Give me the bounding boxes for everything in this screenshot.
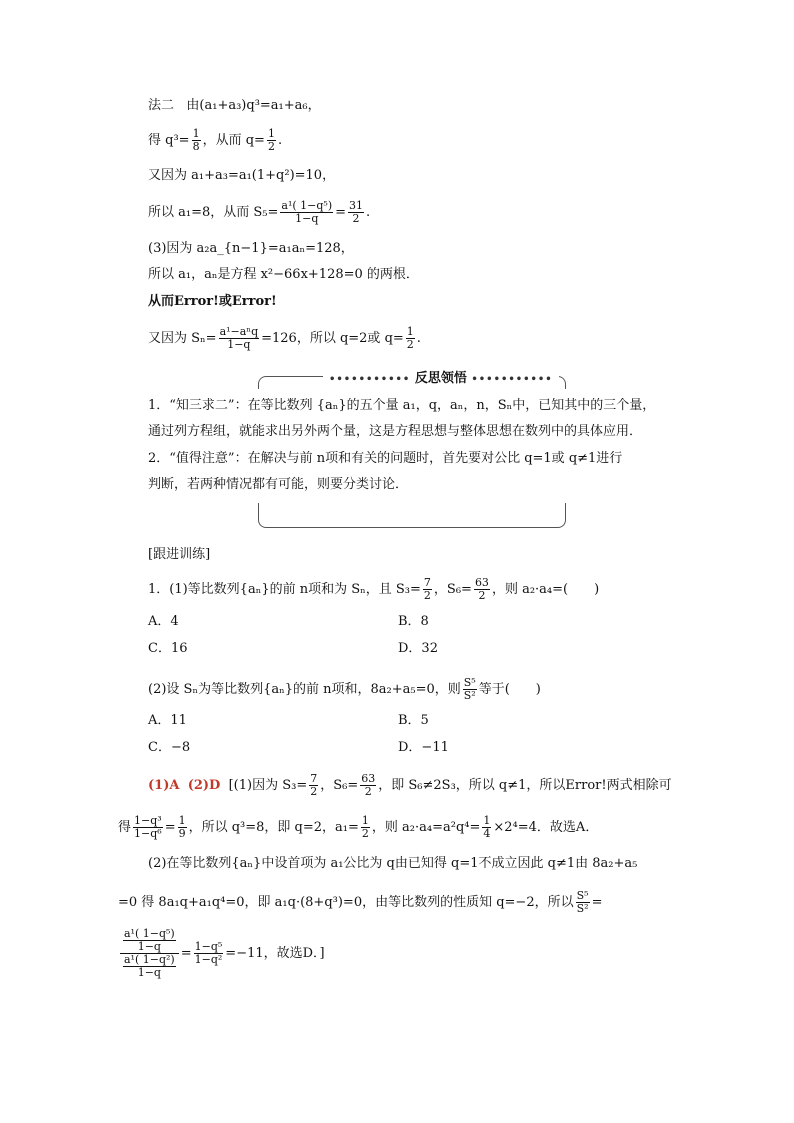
q3-fraction xyxy=(192,128,201,153)
compound-fraction xyxy=(120,928,179,979)
line7: 从而Error!或Error! xyxy=(148,294,277,309)
reflection-frame-bottom xyxy=(258,503,566,528)
compound-top-frac xyxy=(123,928,176,953)
q2-option-d[interactable]: D．−11 xyxy=(398,740,449,755)
sn-q-num: 1 xyxy=(406,325,414,338)
q1-s6-den: 2 xyxy=(478,589,486,602)
a2-frac1 xyxy=(133,815,163,840)
sn-line xyxy=(148,326,421,351)
a2-frac3 xyxy=(361,815,370,840)
a1-mid2: ，即 S₆≠2S₃，所以 q≠1，所以Error!两式相除可 xyxy=(378,778,672,793)
q2-option-b[interactable]: B．5 xyxy=(398,713,429,728)
answer-label-1: (1)A xyxy=(148,778,180,793)
sn-q-fraction xyxy=(406,326,415,351)
reflection-p2a: 2．“值得注意”：在解决与前 n项和有关的问题时，首先要对公比 q=1或 q≠1进行 xyxy=(148,451,623,466)
b2-frac-num: S⁵ xyxy=(576,889,589,902)
sn-q-den: 2 xyxy=(406,338,414,351)
line3: 又因为 a₁+a₃=a₁(1+q²)=10， xyxy=(148,168,336,183)
q2-option-c[interactable]: C．−8 xyxy=(148,740,191,755)
answer-line3: (2)在等比数列{aₙ}中设首项为 a₁公比为 q由已知得 q=1不成立因此 q≠1由 8a₂+a₅ xyxy=(148,856,638,871)
a1-prefix: [(1)因为 S₃= xyxy=(228,778,308,793)
compound-bottom xyxy=(120,954,179,979)
a2-end: ×2⁴=4．故选A． xyxy=(493,820,599,835)
q-den: 2 xyxy=(267,140,275,153)
compound-bottom-frac xyxy=(123,954,176,979)
method2-line xyxy=(148,97,321,115)
s5-line: 所以 a₁=8，从而 S₅= $\frac{\text{a¹( 1−q⁵)}}{1-q}$ = $\frac{31}{2}$ . xyxy=(148,199,371,225)
c-frac-num: 1−q⁵ xyxy=(194,940,223,953)
q1-mid: ，S₆= xyxy=(433,582,472,597)
s5-result-den: 2 xyxy=(352,212,360,225)
reflection-p2b: 判断，若两种情况都有可能，则要分类讨论． xyxy=(148,477,409,492)
answer-line2 xyxy=(118,815,598,840)
answer-line1 xyxy=(148,773,672,798)
a1-s3-num: 7 xyxy=(310,772,318,785)
a2-mid2: ，则 a₂·a₄=a²q⁴= xyxy=(371,820,481,835)
answer-line4 xyxy=(118,890,602,915)
q1-end: ，则 a₂·a₄=( ) xyxy=(491,582,600,597)
a2-frac3-den: 2 xyxy=(361,827,369,840)
a2-frac2-num: 1 xyxy=(178,814,186,827)
sn-mid: =126，所以 q=2或 q= xyxy=(261,331,404,346)
practice-label: [跟进训练] xyxy=(148,547,211,562)
q2-fraction xyxy=(463,677,477,702)
c-fraction xyxy=(194,941,224,966)
s5-num: a¹( 1−q⁵) xyxy=(281,199,333,212)
q1-s6-fraction xyxy=(474,577,490,602)
a2-frac2 xyxy=(178,815,187,840)
c-end: =−11，故选D．] xyxy=(225,946,325,961)
sn-prefix: 又因为 Sₙ= xyxy=(148,331,217,346)
reflection-p1a: 1．“知三求二”：在等比数列 {aₙ}的五个量 a₁，q，aₙ，n，Sₙ中，已知其中的三个量， xyxy=(148,398,656,413)
a1-s6-den: 2 xyxy=(364,785,372,798)
sn-end: . xyxy=(416,331,421,346)
q1-prefix: 1．(1)等比数列{aₙ}的前 n项和为 Sₙ，且 S₃= xyxy=(148,582,421,597)
a1-s6-fraction xyxy=(360,773,376,798)
a1-s3-den: 2 xyxy=(310,785,318,798)
a2-prefix: 得 xyxy=(118,820,132,835)
a2-frac4-num: 1 xyxy=(483,814,491,827)
c-bot-num: a¹( 1−q²) xyxy=(124,953,175,966)
method2-text: 由(a₁+a₃)q³=a₁+a₆， xyxy=(186,98,321,113)
b2-end: = xyxy=(591,895,603,910)
answer-line5 xyxy=(118,928,325,979)
c-bot-den: 1−q xyxy=(137,966,161,979)
q2-line xyxy=(148,677,541,702)
s5-den: 1−q xyxy=(295,212,319,225)
q3-den: 8 xyxy=(192,140,200,153)
q3-num: 1 xyxy=(192,127,200,140)
s5-result-fraction xyxy=(348,200,364,225)
q1-s3-fraction xyxy=(423,577,432,602)
q1-s3-den: 2 xyxy=(423,589,431,602)
a2-frac1-num: 1−q³ xyxy=(134,814,162,827)
q2-option-a[interactable]: A．11 xyxy=(148,713,187,728)
sn-num: a¹−aⁿq xyxy=(219,325,259,338)
sn-den: 1−q xyxy=(227,338,251,351)
derive-mid: ，从而 xyxy=(202,133,242,148)
sn-fraction xyxy=(219,326,260,351)
a2-frac1-den: 1−q⁶ xyxy=(134,827,162,840)
method2-label: 法二 xyxy=(148,98,175,113)
a1-s3-fraction xyxy=(309,773,318,798)
q1-s3-num: 7 xyxy=(423,576,431,589)
a1-s6-num: 63 xyxy=(361,772,376,785)
c-eq: = xyxy=(180,946,192,961)
q2-end: 等于( ) xyxy=(478,682,541,697)
reflection-title: 反思领悟 xyxy=(414,371,467,386)
q1-option-c[interactable]: C．16 xyxy=(148,641,188,656)
answer-label-2: (2)D xyxy=(187,778,221,793)
b2-prefix: =0 得 8a₁q+a₁q⁴=0，即 a₁q·(8+q³)=0，由等比数列的性质知 q=−2，所以 xyxy=(118,895,574,910)
c-top-den: 1−q xyxy=(137,940,161,953)
reflection-dots-left: ••••••••••• xyxy=(329,374,411,385)
q1-option-b[interactable]: B．8 xyxy=(398,614,429,629)
a1-mid1: ，S₆= xyxy=(320,778,359,793)
q-fraction xyxy=(267,128,276,153)
derive-q-line: 得 q³= $\frac{1}{8}$ ，从而 q= $\frac{1}{2}$ . xyxy=(148,127,283,153)
s5-end: . xyxy=(366,205,371,220)
a2-mid: ，所以 q³=8，即 q=2，a₁= xyxy=(188,820,359,835)
q1-line xyxy=(148,577,599,602)
b2-fraction xyxy=(576,890,590,915)
derive-prefix: 得 xyxy=(148,133,162,148)
derive-end: . xyxy=(277,133,283,148)
c-top-num: a¹( 1−q⁵) xyxy=(124,927,175,940)
reflection-title-bar xyxy=(323,367,559,386)
q-num: 1 xyxy=(267,127,275,140)
b2-frac-den: S² xyxy=(576,902,589,915)
q2-frac-den: S² xyxy=(463,689,476,702)
a2-frac2-den: 9 xyxy=(178,827,186,840)
reflection-dots-right: ••••••••••• xyxy=(471,374,553,385)
a2-frac4 xyxy=(482,815,491,840)
q1-s6-num: 63 xyxy=(474,576,489,589)
a2-frac3-num: 1 xyxy=(361,814,369,827)
q2-frac-num: S⁵ xyxy=(463,676,476,689)
q2-prefix: (2)设 Sₙ为等比数列{aₙ}的前 n项和，8a₂+a₅=0，则 xyxy=(148,682,461,697)
compound-top xyxy=(120,928,179,954)
c-frac-den: 1−q² xyxy=(194,953,223,966)
q1-option-a[interactable]: A．4 xyxy=(148,614,179,629)
a2-eq: = xyxy=(164,820,176,835)
reflection-p1b: 通过列方程组，就能求出另外两个量，这是方程思想与整体思想在数列中的具体应用． xyxy=(148,424,643,439)
line5: (3)因为 a₂a_{n−1}=a₁aₙ=128， xyxy=(148,241,354,256)
s5-prefix: 所以 a₁=8，从而 S₅= xyxy=(148,205,279,220)
line6: 所以 a₁，aₙ是方程 x²−66x+128=0 的两根． xyxy=(148,267,419,282)
s5-fraction xyxy=(280,200,333,225)
q1-option-d[interactable]: D．32 xyxy=(398,641,438,656)
s5-result-num: 31 xyxy=(349,199,364,212)
a2-frac4-den: 4 xyxy=(483,827,491,840)
